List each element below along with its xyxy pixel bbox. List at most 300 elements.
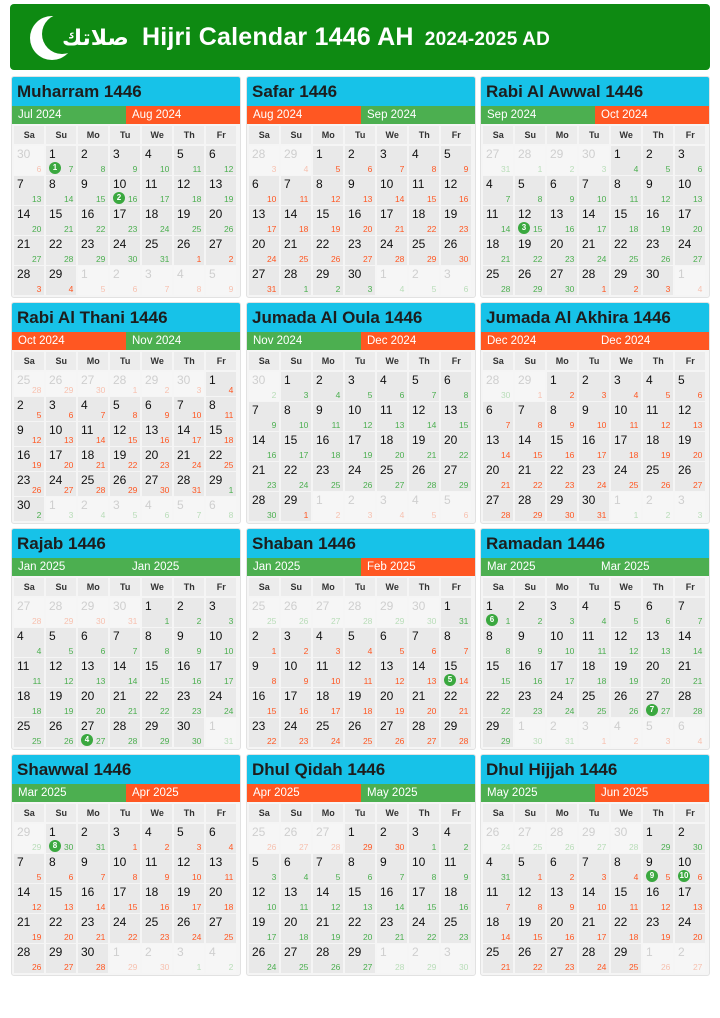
- gregorian-day: 5: [399, 645, 405, 656]
- hijri-day: 3: [145, 267, 152, 282]
- gregorian-day: 23: [564, 961, 575, 972]
- gregorian-day: 14: [458, 675, 469, 686]
- day-cell: [643, 206, 673, 235]
- day-cell: [14, 658, 44, 687]
- gregorian-day: 26: [31, 961, 42, 972]
- weekday-label: Sa: [483, 578, 513, 596]
- weekday-label: Tu: [345, 804, 375, 822]
- day-cell: [46, 688, 76, 717]
- hijri-day: 28: [17, 267, 31, 282]
- hijri-day: 10: [49, 423, 63, 438]
- weekday-label: Su: [46, 126, 76, 144]
- gregorian-day: 15: [500, 675, 511, 686]
- hijri-day: 19: [518, 237, 532, 252]
- day-cell: [110, 824, 140, 853]
- day-cell: [579, 206, 609, 235]
- gregorian-day: 29: [95, 253, 106, 264]
- gregorian-day: 9: [303, 675, 309, 686]
- hijri-day: 16: [582, 433, 596, 448]
- hijri-day: 23: [177, 689, 191, 704]
- day-cell: [110, 497, 140, 521]
- weekday-label: Mo: [547, 126, 577, 144]
- hijri-day: 15: [550, 433, 564, 448]
- weekday-label: Mo: [313, 578, 343, 596]
- gregorian-day: 30: [564, 283, 575, 294]
- hijri-day: 6: [145, 398, 152, 413]
- gregorian-day: 9: [228, 283, 234, 294]
- hijri-day: 12: [49, 659, 63, 674]
- hijri-day: 3: [444, 267, 451, 282]
- gregorian-month-end: Dec 2024: [595, 332, 709, 350]
- gregorian-day: 6: [463, 283, 469, 294]
- week-row: [249, 914, 473, 944]
- day-cell: [675, 372, 705, 401]
- gregorian-day: 22: [426, 223, 437, 234]
- gregorian-day: 21: [95, 931, 106, 942]
- gregorian-day: 26: [660, 479, 671, 490]
- gregorian-day: 7: [505, 193, 511, 204]
- hijri-day: 22: [145, 689, 159, 704]
- gregorian-day: 3: [367, 509, 373, 520]
- hijri-day: 29: [550, 493, 564, 508]
- event-badge: 10: [679, 870, 689, 880]
- hijri-day: 4: [145, 825, 152, 839]
- hijri-day: 2: [348, 147, 355, 161]
- day-cell: [46, 884, 76, 913]
- month-card: [480, 76, 710, 298]
- gregorian-month-start: Sep 2024: [481, 106, 595, 124]
- gregorian-day: 27: [63, 484, 74, 495]
- day-cell: [515, 914, 545, 943]
- day-cell: [611, 206, 641, 235]
- gregorian-day: 2: [164, 384, 170, 395]
- day-cell: [611, 824, 641, 853]
- hijri-day: 13: [252, 207, 266, 222]
- day-cell: [409, 206, 439, 235]
- hijri-day: 27: [518, 825, 532, 839]
- day-cell: [46, 236, 76, 265]
- gregorian-day: 21: [394, 931, 405, 942]
- gregorian-day: 2: [228, 961, 234, 972]
- gregorian-day: 1: [164, 615, 170, 626]
- gregorian-day: 22: [532, 253, 543, 264]
- hijri-day: 3: [380, 147, 387, 161]
- hijri-day: 26: [518, 267, 532, 282]
- hijri-day: 1: [646, 945, 653, 960]
- day-cell: [441, 266, 471, 295]
- hijri-day: 23: [518, 689, 532, 704]
- day-cell: [78, 884, 108, 913]
- day-cell: [579, 492, 609, 521]
- weekday-label: We: [377, 352, 407, 370]
- hijri-day: 26: [177, 237, 191, 252]
- hijri-day: 24: [113, 237, 127, 252]
- day-cell: [675, 658, 705, 687]
- gregorian-day: 3: [196, 841, 202, 852]
- day-cell: [409, 492, 439, 521]
- day-cell: [313, 266, 343, 295]
- hijri-day: 22: [614, 915, 628, 930]
- day-cell: [174, 718, 204, 747]
- gregorian-day: 31: [596, 509, 607, 520]
- hijri-day: 5: [614, 599, 621, 613]
- week-row: [483, 236, 707, 266]
- gregorian-day: 30: [426, 615, 437, 626]
- gregorian-day: 24: [159, 223, 170, 234]
- hijri-day: 29: [582, 825, 596, 839]
- day-cell: [547, 492, 577, 521]
- hijri-day: 19: [113, 448, 127, 463]
- day-cell: [110, 206, 140, 235]
- gregorian-day: 9: [463, 871, 469, 882]
- hijri-day: 20: [380, 689, 394, 704]
- hijri-day: 17: [380, 207, 394, 222]
- day-cell: [206, 497, 236, 521]
- day-cell: [14, 914, 44, 943]
- day-cell: [313, 854, 343, 883]
- gregorian-day: 18: [223, 901, 234, 912]
- day-cell: [110, 447, 140, 471]
- gregorian-day: 11: [629, 193, 639, 204]
- hijri-day: 12: [444, 177, 458, 192]
- day-cell: [409, 598, 439, 627]
- day-cell: [313, 236, 343, 265]
- hijri-day: 24: [678, 915, 692, 930]
- day-cell: [611, 402, 641, 431]
- gregorian-day: 7: [463, 645, 469, 656]
- gregorian-day: 9: [537, 645, 543, 656]
- day-cell: [174, 497, 204, 521]
- gregorian-day: 10: [596, 419, 607, 430]
- gregorian-day: 28: [95, 961, 106, 972]
- gregorian-day: 30: [95, 384, 106, 395]
- weekday-label: Th: [643, 578, 673, 596]
- hijri-day: 22: [316, 237, 330, 252]
- gregorian-day: 25: [628, 253, 639, 264]
- day-cell: [409, 854, 439, 883]
- hijri-day: 15: [284, 433, 298, 448]
- event-badge: 1: [49, 162, 61, 174]
- day-cell: [142, 884, 172, 913]
- event-badge: 6: [486, 614, 498, 626]
- day-cell: [174, 854, 204, 883]
- weekday-label: Su: [281, 578, 311, 596]
- weekday-label: Sa: [14, 126, 44, 144]
- day-cell: [110, 884, 140, 913]
- day-cell: [483, 854, 513, 883]
- gregorian-day: 1: [303, 283, 309, 294]
- hijri-day: 15: [49, 885, 63, 900]
- hijri-day: 8: [209, 398, 216, 413]
- gregorian-day: 19: [394, 705, 405, 716]
- day-cell: [78, 497, 108, 521]
- hijri-day: 28: [678, 689, 692, 704]
- gregorian-day: 29: [532, 283, 543, 294]
- day-cell: [249, 854, 279, 883]
- hijri-day: 5: [177, 825, 184, 839]
- day-cell: [46, 658, 76, 687]
- hijri-day: 22: [209, 448, 223, 463]
- hijri-day: 28: [17, 945, 31, 960]
- hijri-day: 4: [145, 147, 152, 161]
- day-cell: [345, 372, 375, 401]
- gregorian-day: 21: [500, 253, 511, 264]
- gregorian-day: 23: [532, 705, 543, 716]
- day-cell: [142, 497, 172, 521]
- hijri-day: 11: [444, 855, 457, 870]
- gregorian-day: 14: [394, 901, 405, 912]
- gregorian-day: 7: [164, 283, 170, 294]
- month-day-grid: [12, 576, 240, 748]
- day-cell: [281, 628, 311, 657]
- day-cell: [14, 206, 44, 235]
- hijri-day: 1: [348, 825, 355, 839]
- gregorian-day: 13: [426, 675, 437, 686]
- hijri-day: 23: [316, 463, 330, 478]
- hijri-day: 29: [145, 719, 159, 734]
- gregorian-day: 10: [223, 645, 234, 656]
- month-card: [246, 754, 476, 976]
- day-cell: [313, 372, 343, 401]
- hijri-day: 4: [614, 719, 621, 734]
- month-card: [480, 302, 710, 524]
- day-cell: [675, 402, 705, 431]
- gregorian-day: 2: [335, 283, 341, 294]
- hijri-day: 11: [412, 177, 425, 192]
- gregorian-day: 9: [164, 871, 170, 882]
- week-row: [483, 884, 707, 914]
- hijri-day: 23: [380, 915, 394, 930]
- hijri-day: 9: [316, 403, 323, 418]
- gregorian-day: 24: [223, 705, 234, 716]
- day-cell: [110, 658, 140, 687]
- day-cell: [483, 492, 513, 521]
- gregorian-day: 25: [191, 223, 202, 234]
- gregorian-day: 28: [63, 253, 74, 264]
- week-row: [249, 688, 473, 718]
- day-cell: [483, 944, 513, 973]
- gregorian-months-bar: [12, 558, 240, 576]
- day-cell: [643, 146, 673, 175]
- gregorian-day: 17: [596, 223, 607, 234]
- gregorian-day: 15: [532, 223, 543, 234]
- gregorian-day: 9: [196, 645, 202, 656]
- day-cell: [441, 402, 471, 431]
- day-cell: [675, 628, 705, 657]
- gregorian-day: 25: [362, 735, 373, 746]
- gregorian-day: 17: [596, 449, 607, 460]
- hijri-day: 4: [582, 599, 589, 613]
- gregorian-day: 7: [132, 645, 138, 656]
- day-cell: [206, 472, 236, 496]
- hijri-day: 29: [209, 473, 223, 488]
- hijri-day: 9: [17, 423, 24, 438]
- day-cell: [249, 462, 279, 491]
- weekday-label: We: [611, 126, 641, 144]
- week-row: [483, 718, 707, 748]
- hijri-day: 9: [582, 403, 589, 418]
- day-cell: [515, 266, 545, 295]
- gregorian-day: 14: [394, 193, 405, 204]
- gregorian-day: 20: [63, 459, 74, 470]
- day-cell: [174, 884, 204, 913]
- day-cell: [110, 854, 140, 883]
- hijri-day: 29: [486, 719, 500, 734]
- weekday-label: Sa: [483, 126, 513, 144]
- gregorian-day: 27: [63, 961, 74, 972]
- gregorian-day: 9: [569, 901, 575, 912]
- day-cell: [441, 462, 471, 491]
- hijri-day: 7: [582, 177, 589, 192]
- day-cell: [515, 492, 545, 521]
- hijri-day: 2: [81, 498, 88, 513]
- hijri-day: 30: [582, 147, 596, 161]
- gregorian-day: 17: [330, 705, 341, 716]
- hijri-day: 30: [177, 719, 191, 734]
- gregorian-day: 6: [100, 645, 106, 656]
- week-row: [14, 658, 238, 688]
- day-cell: [78, 718, 108, 747]
- day-cell: [142, 688, 172, 717]
- hijri-day: 6: [209, 825, 216, 839]
- weekday-label: Th: [643, 352, 673, 370]
- gregorian-day: 28: [458, 735, 469, 746]
- hijri-day: 13: [209, 177, 223, 192]
- gregorian-day: 17: [223, 675, 234, 686]
- hijri-day: 5: [348, 629, 355, 644]
- hijri-day: 2: [316, 373, 323, 387]
- day-cell: [206, 266, 236, 295]
- hijri-day: 4: [486, 177, 493, 192]
- gregorian-day: 21: [500, 961, 511, 972]
- hijri-day: 3: [582, 719, 589, 734]
- gregorian-day: 7: [505, 419, 511, 430]
- weekday-label: Tu: [110, 578, 140, 596]
- hijri-day: 3: [113, 147, 120, 161]
- gregorian-day: 4: [228, 841, 234, 852]
- day-cell: [281, 266, 311, 295]
- hijri-day: 12: [518, 207, 532, 222]
- hijri-day: 12: [518, 885, 532, 900]
- day-cell: [515, 884, 545, 913]
- gregorian-day: 26: [298, 615, 309, 626]
- day-cell: [611, 854, 641, 883]
- day-cell: [579, 658, 609, 687]
- hijri-day: 19: [614, 659, 628, 674]
- hijri-day: 1: [614, 493, 621, 508]
- day-cell: [206, 236, 236, 265]
- hijri-day: 5: [49, 629, 56, 644]
- hijri-day: 21: [518, 463, 532, 478]
- gregorian-day: 23: [127, 223, 138, 234]
- hijri-day: 12: [177, 177, 191, 192]
- hijri-day: 5: [113, 398, 120, 413]
- hijri-day: 24: [412, 915, 426, 930]
- gregorian-day: 9: [132, 163, 138, 174]
- hijri-day: 3: [209, 599, 216, 613]
- day-cell: [313, 402, 343, 431]
- hijri-day: 2: [348, 493, 355, 508]
- gregorian-day: 6: [665, 615, 671, 626]
- day-cell: [345, 598, 375, 627]
- hijri-day: 24: [678, 237, 692, 252]
- hijri-day: 30: [646, 267, 660, 282]
- gregorian-day: 14: [692, 645, 703, 656]
- gregorian-day: 7: [697, 615, 703, 626]
- gregorian-day: 10: [159, 163, 170, 174]
- gregorian-day: 18: [628, 931, 639, 942]
- gregorian-day: 8: [537, 419, 543, 430]
- day-cell: [78, 146, 108, 175]
- gregorian-day: 2: [196, 615, 202, 626]
- gregorian-day: 30: [159, 961, 170, 972]
- hijri-day: 13: [550, 885, 564, 900]
- hijri-day: 2: [550, 719, 557, 734]
- day-cell: [547, 628, 577, 657]
- day-cell: [206, 884, 236, 913]
- month-title: Shawwal 1446: [12, 755, 240, 784]
- gregorian-day: 2: [303, 645, 309, 656]
- hijri-day: 1: [646, 825, 653, 839]
- event-badge: 9: [646, 870, 658, 882]
- gregorian-day: 29: [127, 961, 138, 972]
- gregorian-day: 12: [660, 193, 671, 204]
- hijri-day: 26: [444, 237, 458, 252]
- gregorian-day: 18: [223, 434, 234, 445]
- gregorian-day: 17: [191, 901, 202, 912]
- hijri-day: 27: [284, 945, 298, 960]
- day-cell: [441, 372, 471, 401]
- day-cell: [611, 432, 641, 461]
- gregorian-day: 8: [463, 389, 469, 400]
- hijri-day: 13: [284, 885, 298, 900]
- week-row: [483, 462, 707, 492]
- weekday-label: Fr: [441, 126, 471, 144]
- weekday-header-row: [483, 126, 707, 146]
- hijri-day: 8: [486, 629, 493, 644]
- hijri-day: 17: [550, 659, 564, 674]
- day-cell: [377, 492, 407, 521]
- hijri-day: 18: [486, 237, 500, 252]
- gregorian-day: 3: [36, 283, 42, 294]
- hijri-day: 9: [518, 629, 525, 644]
- hijri-day: 26: [412, 463, 426, 478]
- gregorian-day: 16: [458, 193, 469, 204]
- hijri-day: 12: [412, 403, 426, 418]
- hijri-day: 26: [614, 689, 628, 704]
- gregorian-months-bar: [12, 332, 240, 350]
- gregorian-day: 12: [362, 419, 373, 430]
- day-cell: [14, 854, 44, 883]
- day-cell: [515, 944, 545, 973]
- day-cell: [14, 236, 44, 265]
- week-row: [249, 944, 473, 974]
- week-row: [249, 884, 473, 914]
- gregorian-day: 15: [532, 931, 543, 942]
- day-cell: [206, 206, 236, 235]
- hijri-day: 14: [252, 433, 266, 448]
- gregorian-day: 22: [159, 705, 170, 716]
- gregorian-day: 11: [192, 163, 202, 174]
- hijri-day: 3: [444, 945, 451, 960]
- day-cell: [409, 462, 439, 491]
- day-cell: [78, 944, 108, 973]
- gregorian-day: 3: [68, 509, 74, 520]
- hijri-day: 6: [678, 719, 685, 734]
- gregorian-day: 26: [362, 479, 373, 490]
- gregorian-day: 2: [569, 163, 575, 174]
- gregorian-day: 20: [692, 223, 703, 234]
